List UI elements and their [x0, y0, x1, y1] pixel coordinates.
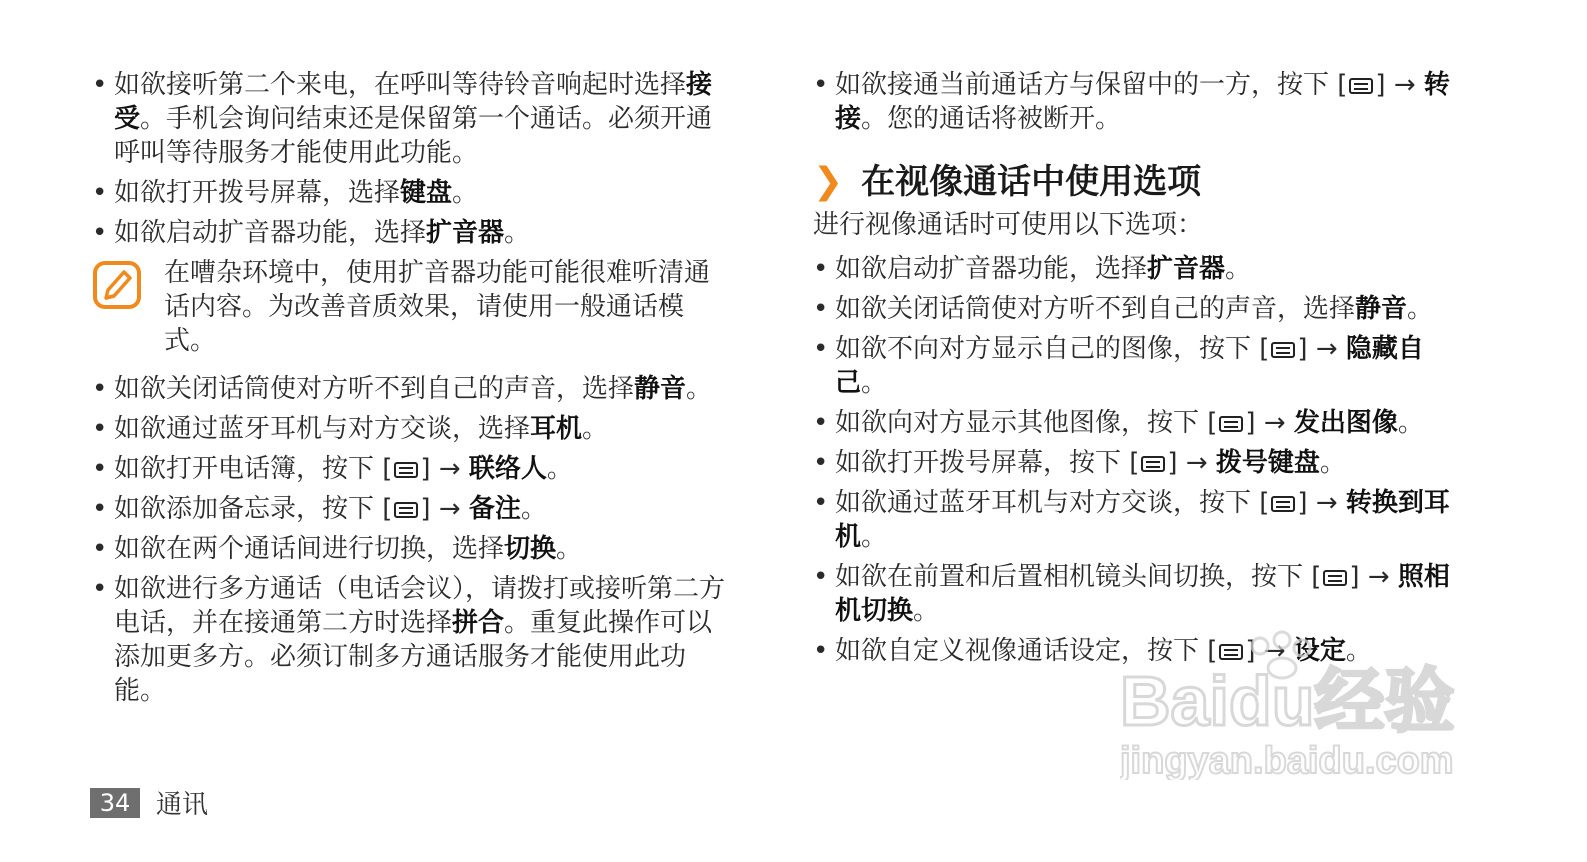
- svg-text:jingyan.baidu.com: jingyan.baidu.com: [1120, 740, 1454, 780]
- item-arrow: ] →: [1375, 70, 1424, 100]
- item-text: 。: [861, 522, 888, 552]
- right-column: [813, 68, 1473, 674]
- list-item: [813, 292, 1473, 326]
- item-arrow: ] →: [1297, 334, 1346, 364]
- item-text: 。: [913, 596, 940, 626]
- page-number: 34: [90, 788, 140, 818]
- item-keyword: 照相机切换: [835, 562, 1450, 626]
- item-keyword: 联络人: [468, 454, 547, 484]
- menu-key-icon: [1141, 456, 1165, 472]
- left-column: [92, 68, 732, 714]
- list-item: [92, 176, 732, 210]
- item-text: 如欲进行多方通话（电话会议），请拨打或接听第二方电话，并在接通第二方时选择: [114, 574, 726, 638]
- item-text: 如欲自定义视像通话设定，按下 [: [835, 636, 1218, 666]
- list-item: [813, 406, 1473, 440]
- item-text: 如欲添加备忘录，按下 [: [114, 494, 393, 524]
- section-intro: 进行视像通话时可使用以下选项：: [813, 210, 1204, 240]
- item-text: 如欲在两个通话间进行切换，选择: [114, 534, 505, 564]
- item-text: 。: [686, 374, 713, 404]
- item-keyword: 转换到耳机: [835, 488, 1450, 552]
- list-item: [813, 68, 1473, 136]
- list-item: [813, 332, 1473, 400]
- item-text: 。重复此操作可以添加更多方。必须订制多方通话服务才能使用此功能。: [114, 608, 713, 706]
- item-text: 如欲打开拨号屏幕，选择: [114, 178, 401, 208]
- item-keyword: 转接: [835, 70, 1450, 134]
- item-text: 如欲关闭话筒使对方听不到自己的声音，选择: [835, 294, 1356, 324]
- item-keyword: 键盘: [400, 178, 453, 208]
- item-text: 如欲通过蓝牙耳机与对方交谈，按下 [: [835, 488, 1270, 518]
- list-item: [92, 412, 732, 446]
- list-item: [92, 532, 732, 566]
- item-text: 。: [861, 368, 888, 398]
- item-keyword: 备注: [468, 494, 521, 524]
- note-box: [92, 256, 732, 358]
- menu-key-icon: [1219, 416, 1243, 432]
- item-text: 如欲通过蓝牙耳机与对方交谈，选择: [114, 414, 531, 444]
- item-text: 。: [546, 454, 573, 484]
- item-arrow: ] →: [1245, 408, 1294, 438]
- item-text: 。: [1345, 636, 1372, 666]
- item-arrow: ] →: [1245, 636, 1294, 666]
- item-text: 。: [556, 534, 583, 564]
- item-text: 如欲关闭话筒使对方听不到自己的声音，选择: [114, 374, 635, 404]
- list-item: [92, 492, 732, 526]
- item-keyword: 耳机: [530, 414, 583, 444]
- item-text: 如欲打开拨号屏幕，按下 [: [835, 448, 1140, 478]
- item-text: 如欲启动扩音器功能，选择: [835, 254, 1148, 284]
- item-keyword: 隐藏自己: [835, 334, 1424, 398]
- list-item: [813, 446, 1473, 480]
- menu-key-icon: [1349, 78, 1373, 94]
- item-keyword: 接受: [114, 70, 713, 134]
- menu-key-icon: [1271, 496, 1295, 512]
- item-arrow: ] →: [1167, 448, 1216, 478]
- item-keyword: 扩音器: [1147, 254, 1226, 284]
- item-arrow: ] →: [420, 454, 469, 484]
- item-text: 如欲接通当前通话方与保留中的一方，按下 [: [835, 70, 1348, 100]
- item-text: 。: [1397, 408, 1424, 438]
- menu-key-icon: [1219, 644, 1243, 660]
- item-keyword: 切换: [504, 534, 557, 564]
- item-keyword: 静音: [634, 374, 687, 404]
- item-arrow: ] →: [420, 494, 469, 524]
- list-item: [813, 634, 1473, 668]
- item-arrow: ] →: [1349, 562, 1398, 592]
- list-item: [92, 68, 732, 170]
- item-text: 如欲不向对方显示自己的图像，按下 [: [835, 334, 1270, 364]
- list-item: [92, 372, 732, 406]
- item-text: 。: [582, 414, 609, 444]
- item-keyword: 扩音器: [426, 218, 505, 248]
- item-text: 。您的通话将被断开。: [861, 104, 1122, 134]
- svg-text:Baidu经验: Baidu经验: [1120, 662, 1455, 740]
- list-item: [813, 486, 1473, 554]
- menu-key-icon: [1323, 570, 1347, 586]
- item-text: 。: [1319, 448, 1346, 478]
- item-keyword: 拨号键盘: [1215, 448, 1320, 478]
- item-text: 。手机会询问结束还是保留第一个通话。必须开通呼叫等待服务才能使用此功能。: [114, 104, 713, 168]
- note-text: 在嘈杂环境中，使用扩音器功能可能很难听清通话内容。为改善音质效果，请使用一般通话模式。: [164, 258, 711, 356]
- list-item: [92, 452, 732, 486]
- item-text: 。: [1225, 254, 1252, 284]
- item-text: 如欲向对方显示其他图像，按下 [: [835, 408, 1218, 438]
- item-text: 如欲启动扩音器功能，选择: [114, 218, 427, 248]
- item-text: 。: [520, 494, 547, 524]
- item-text: 如欲打开电话簿，按下 [: [114, 454, 393, 484]
- section-header: [813, 162, 1473, 202]
- item-text: 如欲接听第二个来电，在呼叫等待铃音响起时选择: [114, 70, 687, 100]
- item-arrow: ] →: [1297, 488, 1346, 518]
- list-item: [813, 560, 1473, 628]
- page-footer: [90, 784, 208, 821]
- section-title: 在视像通话中使用选项: [861, 162, 1202, 202]
- item-text: 。: [452, 178, 479, 208]
- chevron-right-icon: ❯: [813, 161, 844, 202]
- item-keyword: 静音: [1355, 294, 1408, 324]
- note-pencil-icon: [92, 260, 142, 310]
- menu-key-icon: [1271, 342, 1295, 358]
- item-keyword: 设定: [1293, 636, 1346, 666]
- list-item: [813, 252, 1473, 286]
- menu-key-icon: [394, 462, 418, 478]
- item-text: 。: [504, 218, 531, 248]
- item-text: 如欲在前置和后置相机镜头间切换，按下 [: [835, 562, 1322, 592]
- list-item: [92, 216, 732, 250]
- item-text: 。: [1407, 294, 1434, 324]
- list-item: [92, 572, 732, 708]
- item-keyword: 拼合: [452, 608, 505, 638]
- footer-section-label: 通讯: [156, 790, 209, 820]
- item-keyword: 发出图像: [1293, 408, 1398, 438]
- menu-key-icon: [394, 502, 418, 518]
